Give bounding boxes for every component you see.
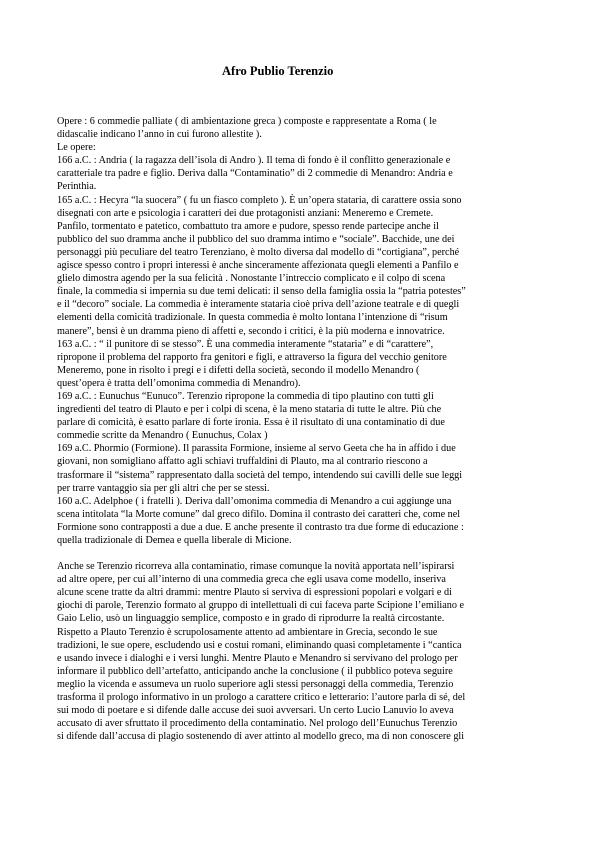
- text-line: Gaio Lelio, usò un linguaggio semplice, composto e in grado di riprodurre la realtà circostante.: [57, 613, 445, 625]
- text-line: trasforma il prologo informativo in un prologo a carattere critico e letterario: l’autore parla di sé, del: [57, 692, 466, 704]
- text-line: tradizioni, le sue opere, escludendo usi e costui romani, eliminando quasi completamente i “cantica: [57, 639, 462, 651]
- text-line: 169 a.C. Phormio (Formione). Il parassita Formione, insieme al servo Geeta che ha in affido i due: [57, 443, 456, 455]
- text-line: sui modo di poetare e si difende dalle accuse dei suoi avversari. Un certo Lucio Lanuvio lo aveva: [57, 705, 454, 717]
- text-line: informare il pubblico dell’artefatto, anticipando anche la conclusione ( il pubblico poteva seguire: [57, 665, 453, 677]
- text-line: trasformare il “sistema” rappresentato dalla società del tempo, intendendo sui cavilli delle sue leggi: [57, 469, 463, 481]
- text-line: meglio la vicenda e assumeva un ruolo superiore agli stessi personaggi della commedia, Terenzio: [57, 678, 454, 690]
- text-line: agisce spesso contro i propri interessi è anche sinceramente affezionata quegli elementi a Panfilo e: [57, 260, 459, 272]
- text-line: pubblico del suo dramma anche il pubblico del suo dramma intimo e “sociale”. Bacchide, une dei: [57, 233, 455, 245]
- paragraph-opere: [57, 115, 542, 547]
- text-line: alcune scene tratte da altri drammi: mentre Plauto si serviva di espressioni popolari e volgari e di: [57, 587, 452, 599]
- text-line: Le opere:: [57, 142, 96, 154]
- text-line: finale, la commedia si impernia su due temi delicati: il senso della famiglia ossia la “patria potestes”: [57, 286, 466, 298]
- text-line: giovani, non somigliano affatto agli schiavi truffaldini di Plauto, ma al contrario riescono a: [57, 456, 428, 468]
- text-line: 169 a.C. : Eunuchus “Eunuco”. Terenzio ripropone la commedia di tipo plautino con tutti gli: [57, 390, 434, 402]
- text-line: giochi di parole, Terenzio formato al gruppo di intellettuali di cui faceva parte Scipione l’emiliano e: [57, 600, 465, 612]
- text-line: accusato di aver sfruttato il procedimento della contaminatio. Nel prologo dell’Eunuchus Terenzio: [57, 718, 458, 730]
- document-body: [57, 115, 542, 743]
- text-line: si difende dall’accusa di plagio sostenendo di aver attinto al modello greco, ma di non conoscere gli: [57, 731, 465, 743]
- text-line: quest’opera è tratta dell’omonima commedia di Menandro).: [57, 377, 301, 389]
- text-line: 166 a.C. : Andria ( la ragazza dell’isola di Andro ). Il tema di fondo è il conflitto generazionale e: [57, 155, 451, 167]
- text-line: parlare di comicità, è esatto parlare di forte ironia. Essa è il risultato di una contaminatio di due: [57, 417, 445, 429]
- text-line: elementi della comicità tradizionale. In questa commedia è molto lontana l’intenzione di “risum: [57, 312, 448, 324]
- text-line: e usando invece i dialoghi e i versi lunghi. Mentre Plauto e Menandro si servivano del prologo per: [57, 652, 458, 664]
- text-line: Rispetto a Plauto Terenzio è scrupolosamente attento ad ambientare in Grecia, secondo le sue: [57, 626, 438, 638]
- text-line: quella tradizionale di Demea e quella liberale di Micione.: [57, 535, 292, 546]
- text-line: scena intitolata “la Morte comune” dal greco difilo. Domina il contrasto dei caratteri che, come nel: [57, 508, 461, 520]
- text-line: ripropone il problema del rapporto fra genitori e figli, e attraverso la figura del vecchio genitore: [57, 351, 447, 363]
- text-line: Opere : 6 commedie palliate ( di ambientazione greca ) composte e rappresentate a Roma ( le: [57, 116, 437, 127]
- text-line: per trarre vantaggio sia per gli altri che per se stessi.: [57, 482, 270, 494]
- text-line: e il “decoro” sociale. La commedia è interamente stataria cioè priva dell’azione teatrale e di quegli: [57, 299, 460, 311]
- paragraph-spacer: [57, 547, 542, 560]
- text-line: disegnati con arte e psicologia i caratteri dei due protagonisti anziani: Meneremo e Cremete.: [57, 207, 434, 219]
- paragraph-contaminatio: [57, 560, 542, 743]
- text-line: ad altre opere, per cui all’interno di una commedia greca che egli usava come modello, inseriva: [57, 574, 446, 586]
- text-line: personaggi più peculiare del teatro Terenziano, è molto diversa dal modello di “cortigiana”, perché: [57, 246, 460, 258]
- text-line: Panfilo, tormentato e patetico, combattuto tra amore e pudore, spesso rende partecipe anche il: [57, 220, 439, 232]
- text-line: 165 a.C. : Hecyra “la suocera” ( fu un fiasco completo ). È un’opera stataria, di carattere ossia sono: [57, 194, 462, 206]
- text-line: glielo dimostra agendo per la sua felicità . Nonostante l’intreccio complicato e il colpo di scena: [57, 273, 446, 285]
- text-line: Formione sono contrapposti a due a due. E anche presente il contrasto tra due forme di educazione :: [57, 521, 464, 533]
- text-line: didascalie indicano l’anno in cui furono allestite ).: [57, 129, 262, 141]
- document-title: Afro Publio Terenzio: [222, 64, 334, 78]
- text-line: ingredienti del teatro di Plauto e per i colpi di scena, è la meno stataria di tutte le altre. Più che: [57, 404, 442, 416]
- text-line: commedie scritte da Menandro ( Eunuchus, Colax ): [57, 430, 268, 442]
- text-line: 163 a.C. : “ il punitore di se stesso”. È una commedia interamente “stataria” e di “carattere”,: [57, 338, 434, 350]
- text-line: Meneremo, pone in risolto i pregi e i difetti della società, secondo il modello Menandro (: [57, 364, 420, 376]
- text-line: Anche se Terenzio ricorreva alla contaminatio, rimase comunque la novità apportata nell’ispirarsi: [57, 561, 455, 573]
- text-line: caratteriale tra padre e figlio. Deriva dalla “Contaminatio” di 2 commedie di Menandro: Andria e: [57, 168, 453, 180]
- text-line: 160 a.C. Adelphoe ( i fratelli ). Deriva dall’omonima commedia di Menandro a cui aggiunge una: [57, 495, 452, 507]
- text-line: Perinthia.: [57, 181, 97, 193]
- text-line: manere”, bensì è un dramma pieno di affetti e, secondo i critici, è la più moderna e innovatrice.: [57, 325, 445, 337]
